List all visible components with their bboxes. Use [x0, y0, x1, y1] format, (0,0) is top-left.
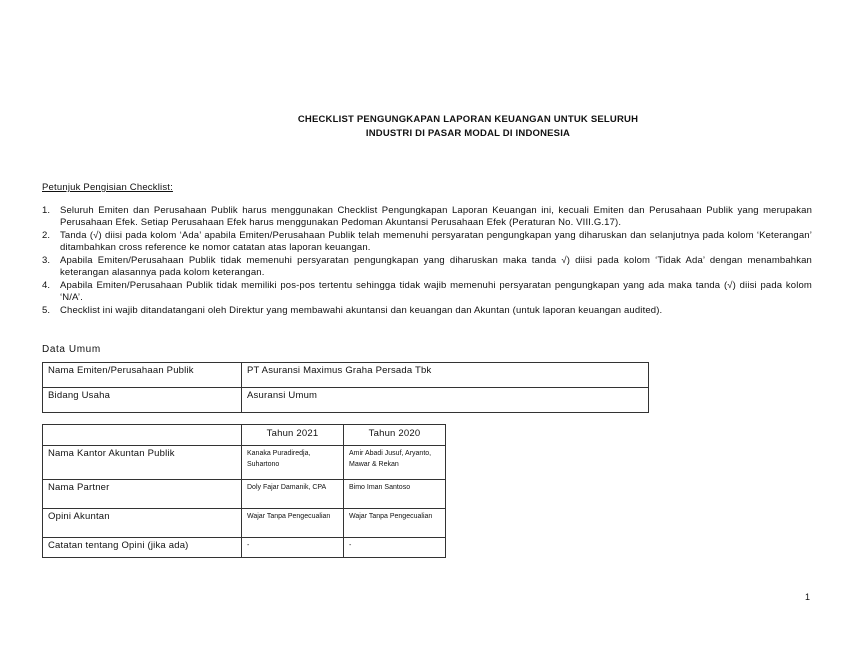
page-number: 1	[804, 592, 810, 602]
table-cell-2020: Amir Abadi Jusuf, Aryanto, Mawar & Rekan	[344, 446, 446, 480]
instruction-number: 3.	[42, 255, 51, 266]
instruction-text: Apabila Emiten/Perusahaan Publik tidak memenuhi persyaratan pengungkapan yang diharuskan maka tanda √) diisi pada kolom ‘Tidak Ada’ dengan menambahkan keterangan alasannya pada kolom keterangan.	[60, 255, 812, 278]
instruction-item	[42, 305, 812, 317]
table-cell-2020: -	[344, 538, 446, 558]
title-line-2: INDUSTRI DI PASAR MODAL DI INDONESIA	[365, 128, 571, 139]
table-row	[43, 509, 446, 538]
auditor-table	[42, 424, 446, 558]
table-header-2020: Tahun 2020	[344, 425, 446, 446]
instruction-text: Seluruh Emiten dan Perusahaan Publik harus menggunakan Checklist Pengungkapan Laporan Keuangan ini, kecuali Emiten dan Perusahaan Publik yang merupakan Perusahaan Efek. Setiap Perusahaan Efek harus menggunakan Pedoman Akuntansi Perusahaan Efek (Peraturan No. VIII.G.17).	[60, 205, 812, 228]
data-umum-table	[42, 362, 649, 413]
table-row	[43, 388, 649, 413]
instruction-text: Tanda (√) diisi pada kolom ‘Ada’ apabila Emiten/Perusahaan Publik telah memenuhi persyaratan pengungkapan yang diharuskan dan selanjutnya pada kolom ‘Keterangan’ ditambahkan cross reference ke nomor catatan atas laporan keuangan.	[60, 230, 812, 253]
instructions-heading: Petunjuk Pengisian Checklist:	[42, 182, 173, 193]
title-line-1: CHECKLIST PENGUNGKAPAN LAPORAN KEUANGAN UNTUK SELURUH	[297, 114, 639, 125]
table-cell-label: Nama Partner	[43, 480, 242, 509]
table-cell-value: Asuransi Umum	[242, 388, 649, 413]
table-header-row	[43, 425, 446, 446]
table-cell-label: Nama Kantor Akuntan Publik	[43, 446, 242, 480]
document-title	[230, 113, 706, 141]
table-cell-label: Nama Emiten/Perusahaan Publik	[43, 363, 242, 388]
table-cell-2021: Kanaka Puradiredja, Suhartono	[242, 446, 344, 480]
table-cell-label: Bidang Usaha	[43, 388, 242, 413]
instruction-item	[42, 230, 812, 253]
table-cell-2021: -	[242, 538, 344, 558]
instruction-item	[42, 280, 812, 303]
instruction-item	[42, 205, 812, 228]
instruction-text: Checklist ini wajib ditandatangani oleh Direktur yang membawahi akuntansi dan keuangan dan Akuntan (untuk laporan keuangan audited).	[60, 305, 663, 316]
instruction-item	[42, 255, 812, 278]
table-cell-2020: Wajar Tanpa Pengecualian	[344, 509, 446, 538]
instructions-list	[42, 205, 812, 319]
instruction-number: 2.	[42, 230, 51, 241]
data-umum-title: Data Umum	[42, 344, 101, 355]
table-row	[43, 480, 446, 509]
table-cell-2021: Doly Fajar Damanik, CPA	[242, 480, 344, 509]
table-cell-label: Opini Akuntan	[43, 509, 242, 538]
table-cell-label: Catatan tentang Opini (jika ada)	[43, 538, 242, 558]
instruction-number: 5.	[42, 305, 51, 316]
instruction-number: 4.	[42, 280, 51, 291]
table-cell-value: PT Asuransi Maximus Graha Persada Tbk	[242, 363, 649, 388]
table-cell-2020: Bimo Iman Santoso	[344, 480, 446, 509]
instruction-text: Apabila Emiten/Perusahaan Publik tidak memiliki pos-pos tertentu sehingga tidak wajib memenuhi persyaratan pengungkapan yang ada maka tanda (√) diisi pada kolom ‘N/A’.	[60, 280, 812, 303]
table-header-empty	[43, 425, 242, 446]
instruction-number: 1.	[42, 205, 51, 216]
table-row	[43, 363, 649, 388]
table-cell-2021: Wajar Tanpa Pengecualian	[242, 509, 344, 538]
table-row	[43, 538, 446, 558]
table-row	[43, 446, 446, 480]
table-header-2021: Tahun 2021	[242, 425, 344, 446]
